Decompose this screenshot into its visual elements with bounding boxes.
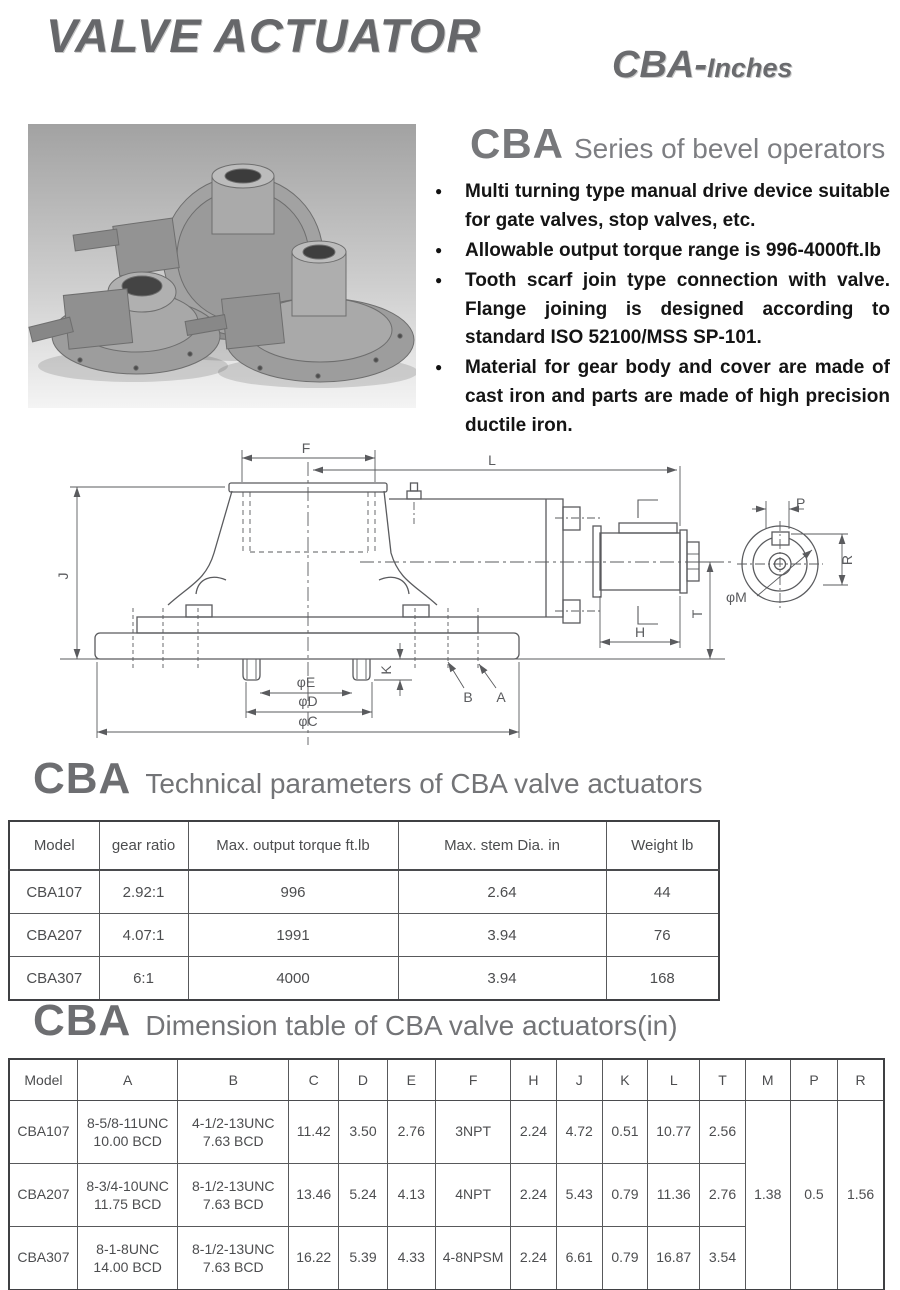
cell: 2.92:1 <box>99 870 188 914</box>
col-header-k: K <box>602 1059 647 1101</box>
series-code: CBA <box>470 120 564 167</box>
table-row <box>9 914 719 957</box>
cell: 3.94 <box>398 957 606 1001</box>
dim-label-t: T <box>689 609 705 619</box>
col-header-a: A <box>77 1059 178 1101</box>
bullet-text: Tooth scarf join type connection with valve. Flange joining is designed according to standard ISO 52100/MSS SP-101. <box>465 269 890 349</box>
series-heading <box>470 120 890 168</box>
cell <box>77 1164 178 1227</box>
dim-heading-text: Dimension table of CBA valve actuators(in) <box>145 1010 678 1041</box>
cell: 1991 <box>188 914 398 957</box>
cell: CBA107 <box>9 1101 77 1164</box>
page-title: VALVE ACTUATOR <box>46 9 482 62</box>
cell: 44 <box>606 870 719 914</box>
cell <box>178 1227 289 1290</box>
cell: 5.39 <box>339 1227 387 1290</box>
col-header-t: T <box>700 1059 745 1101</box>
dim-label-k: K <box>378 665 394 675</box>
col-header-m: M <box>745 1059 790 1101</box>
thread-spec: 8-1-8UNC <box>96 1240 160 1257</box>
col-header-l: L <box>648 1059 700 1101</box>
cell: 6.61 <box>556 1227 602 1290</box>
thread-spec: 8-1/2-13UNC <box>192 1240 275 1257</box>
cell: 0.79 <box>602 1227 647 1290</box>
tech-table-heading <box>33 754 702 804</box>
cell: 2.24 <box>511 1164 556 1227</box>
tech-parameters-table <box>8 820 720 1001</box>
cell: 5.43 <box>556 1164 602 1227</box>
cell-merged-r: 1.56 <box>838 1101 884 1290</box>
dim-label-a: A <box>496 689 506 705</box>
col-header-weight: Weight lb <box>606 821 719 870</box>
cell: 2.76 <box>387 1101 435 1164</box>
cell: 11.42 <box>289 1101 339 1164</box>
dim-label-phi-e: φE <box>296 674 316 690</box>
cell: 3.94 <box>398 914 606 957</box>
col-header-gear-ratio: gear ratio <box>99 821 188 870</box>
cell: 0.79 <box>602 1164 647 1227</box>
bullet-text: Multi turning type manual drive device suitable for gate valves, stop valves, etc. <box>465 181 890 231</box>
dim-label-phi-m: φM <box>726 589 747 605</box>
cell: 5.24 <box>339 1164 387 1227</box>
dim-label-b: B <box>463 689 473 705</box>
list-item <box>430 354 890 441</box>
cell: 2.24 <box>511 1227 556 1290</box>
dim-label-l: L <box>488 452 496 468</box>
cell <box>77 1227 178 1290</box>
bullet-icon: ● <box>435 184 443 198</box>
col-header-b: B <box>178 1059 289 1101</box>
col-header-r: R <box>838 1059 884 1101</box>
cell: 4-8NPSM <box>435 1227 510 1290</box>
cell: 3.50 <box>339 1101 387 1164</box>
cell: 996 <box>188 870 398 914</box>
cell: 13.46 <box>289 1164 339 1227</box>
thread-spec: 8-1/2-13UNC <box>192 1177 275 1194</box>
cell: 16.22 <box>289 1227 339 1290</box>
dim-label-j: J <box>55 572 71 580</box>
bcd-spec: 10.00 BCD <box>93 1133 162 1149</box>
cell: CBA207 <box>9 914 99 957</box>
col-header-c: C <box>289 1059 339 1101</box>
cell: 0.51 <box>602 1101 647 1164</box>
cell: 4.72 <box>556 1101 602 1164</box>
cell: 4NPT <box>435 1164 510 1227</box>
dim-label-r: R <box>839 554 855 566</box>
thread-spec: 8-3/4-10UNC <box>86 1177 169 1194</box>
cell: CBA207 <box>9 1164 77 1227</box>
bcd-spec: 7.63 BCD <box>202 1196 264 1212</box>
list-item <box>430 178 890 236</box>
col-header-f: F <box>435 1059 510 1101</box>
cell: 168 <box>606 957 719 1001</box>
cell <box>77 1101 178 1164</box>
cell: 4.07:1 <box>99 914 188 957</box>
dim-table-heading <box>33 996 678 1046</box>
bullet-icon: ● <box>435 360 443 375</box>
model-code: CBA- <box>612 44 707 86</box>
cell: 2.56 <box>700 1101 745 1164</box>
col-header-e: E <box>387 1059 435 1101</box>
feature-list <box>430 178 890 441</box>
cell: 4.33 <box>387 1227 435 1290</box>
table-row <box>9 1101 884 1164</box>
col-header-h: H <box>511 1059 556 1101</box>
thread-spec: 4-1/2-13UNC <box>192 1114 275 1131</box>
col-header-model: Model <box>9 1059 77 1101</box>
dim-label-f: F <box>301 440 311 456</box>
table-row <box>9 870 719 914</box>
model-code-title <box>612 44 793 87</box>
dimension-table <box>8 1058 885 1290</box>
bcd-spec: 11.75 BCD <box>93 1196 162 1212</box>
cell <box>178 1101 289 1164</box>
cell-merged-m: 1.38 <box>745 1101 790 1290</box>
bullet-text: Material for gear body and cover are made of cast iron and parts are made of high precision ductile iron. <box>465 357 890 436</box>
dim-label-phi-c: φC <box>298 713 318 729</box>
cell: 2.24 <box>511 1101 556 1164</box>
series-title: Series of bevel operators <box>574 133 886 164</box>
cell: 76 <box>606 914 719 957</box>
tech-heading-text: Technical parameters of CBA valve actuators <box>145 768 703 799</box>
intro-section <box>430 120 890 442</box>
cell: CBA307 <box>9 957 99 1001</box>
col-header-j: J <box>556 1059 602 1101</box>
cell-merged-p: 0.5 <box>790 1101 837 1290</box>
cell: CBA107 <box>9 870 99 914</box>
cell: 16.87 <box>648 1227 700 1290</box>
cell: 4000 <box>188 957 398 1001</box>
cell: 3.54 <box>700 1227 745 1290</box>
col-header-torque: Max. output torque ft.lb <box>188 821 398 870</box>
model-units: Inches <box>706 53 793 83</box>
cell: 2.64 <box>398 870 606 914</box>
cell: 11.36 <box>648 1164 700 1227</box>
cell: CBA307 <box>9 1227 77 1290</box>
cell: 3NPT <box>435 1101 510 1164</box>
bullet-text: Allowable output torque range is 996-4000ft.lb <box>465 239 881 261</box>
table-header-row <box>9 821 719 870</box>
col-header-d: D <box>339 1059 387 1101</box>
thread-spec: 8-5/8-11UNC <box>86 1114 169 1131</box>
col-header-stem-dia: Max. stem Dia. in <box>398 821 606 870</box>
bullet-icon: ● <box>435 242 443 257</box>
cell: 6:1 <box>99 957 188 1001</box>
cell: 2.76 <box>700 1164 745 1227</box>
table-header-row <box>9 1059 884 1101</box>
bcd-spec: 7.63 BCD <box>202 1133 264 1149</box>
dim-label-h: H <box>634 624 646 640</box>
dim-label-phi-d: φD <box>298 693 318 709</box>
col-header-model: Model <box>9 821 99 870</box>
bcd-spec: 7.63 BCD <box>202 1259 264 1275</box>
list-item <box>430 237 890 266</box>
cell: 4.13 <box>387 1164 435 1227</box>
dim-heading-code: CBA <box>33 996 132 1045</box>
dimension-drawing <box>0 430 900 760</box>
table-row <box>9 957 719 1001</box>
bullet-icon: ● <box>435 272 443 287</box>
col-header-p: P <box>790 1059 837 1101</box>
bcd-spec: 14.00 BCD <box>93 1259 162 1275</box>
cell <box>178 1164 289 1227</box>
dim-label-p: P <box>796 495 806 511</box>
product-photo <box>28 124 416 408</box>
tech-heading-code: CBA <box>33 754 132 803</box>
list-item <box>430 267 890 354</box>
cell: 10.77 <box>648 1101 700 1164</box>
